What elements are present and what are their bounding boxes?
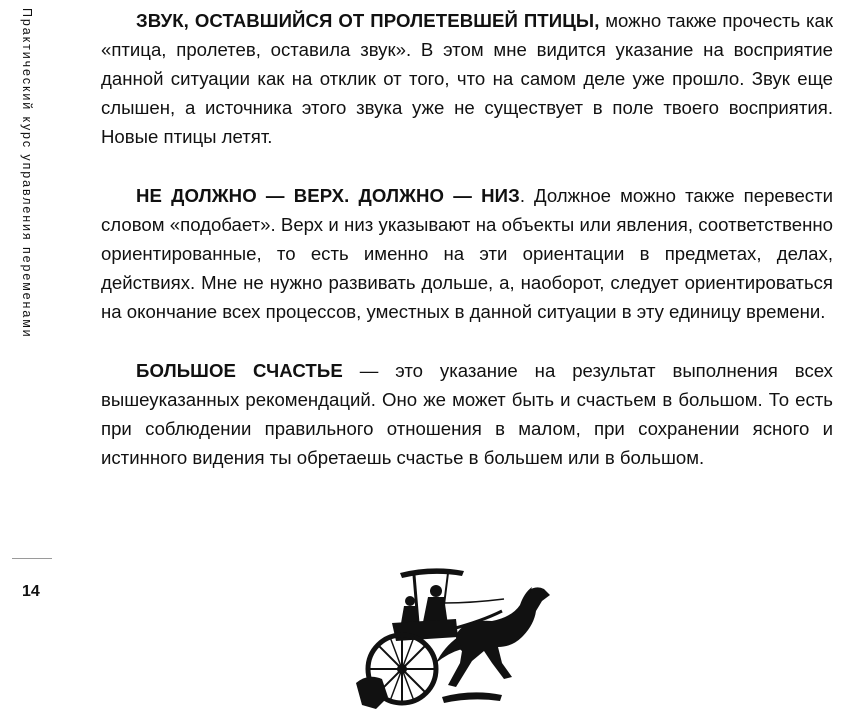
paragraph-bird-sound <box>101 6 833 151</box>
paragraph-text: можно также прочесть как «птица, пролетев, оставила звук». В этом мне видится указание на восприятие данной ситуации как на отклик от того, что на самом деле уже прошло. Звук еще слышен, а источника этого звука уже не существует в поле твоего восприятия. Новые птицы летят. <box>101 10 833 147</box>
canopy <box>400 568 464 578</box>
running-head: Практический курс управления переменами <box>20 8 34 339</box>
ground-figure <box>356 677 388 709</box>
paragraph-up-down <box>101 181 833 326</box>
body-text <box>101 6 833 502</box>
horse-tail <box>436 637 462 663</box>
reins <box>444 599 504 603</box>
paragraph-text: — это указание на результат выполнения всех вышеуказанных рекомендаций. Оно же может быть и счастьем в большом. То есть при соблюдении правильного отношения в малом, при сохранении ясного и истинного видения ты обретаешь счастье в большем или в большом. <box>101 360 833 468</box>
page-number-rule <box>12 558 52 559</box>
page-number: 14 <box>22 583 40 600</box>
rider-head-2 <box>405 596 415 606</box>
paragraph-great-happiness <box>101 356 833 472</box>
horse-chariot-icon <box>352 563 554 713</box>
rider-head <box>430 585 442 597</box>
paragraph-heading: ЗВУК, ОСТАВШИЙСЯ ОТ ПРОЛЕТЕВШЕЙ ПТИЦЫ, <box>136 10 600 31</box>
paragraph-heading: БОЛЬШОЕ СЧАСТЬЕ <box>136 360 343 381</box>
ground-shadow <box>442 692 502 703</box>
paragraph-text: . Должное можно также перевести словом «подобает». Верх и низ указывают на объекты или явления, соответственно ориентированные, то есть именно на эти ориентации в предметах, делах, действиях. Мне не нужно развивать дольше, а, наоборот, следует ориентироваться на окончание всех процессов, уместных в данной ситуации в эту единицу времени. <box>101 185 833 322</box>
illustration-ink <box>356 568 550 709</box>
paragraph-heading: НЕ ДОЛЖНО — ВЕРХ. ДОЛЖНО — НИЗ <box>136 185 520 206</box>
